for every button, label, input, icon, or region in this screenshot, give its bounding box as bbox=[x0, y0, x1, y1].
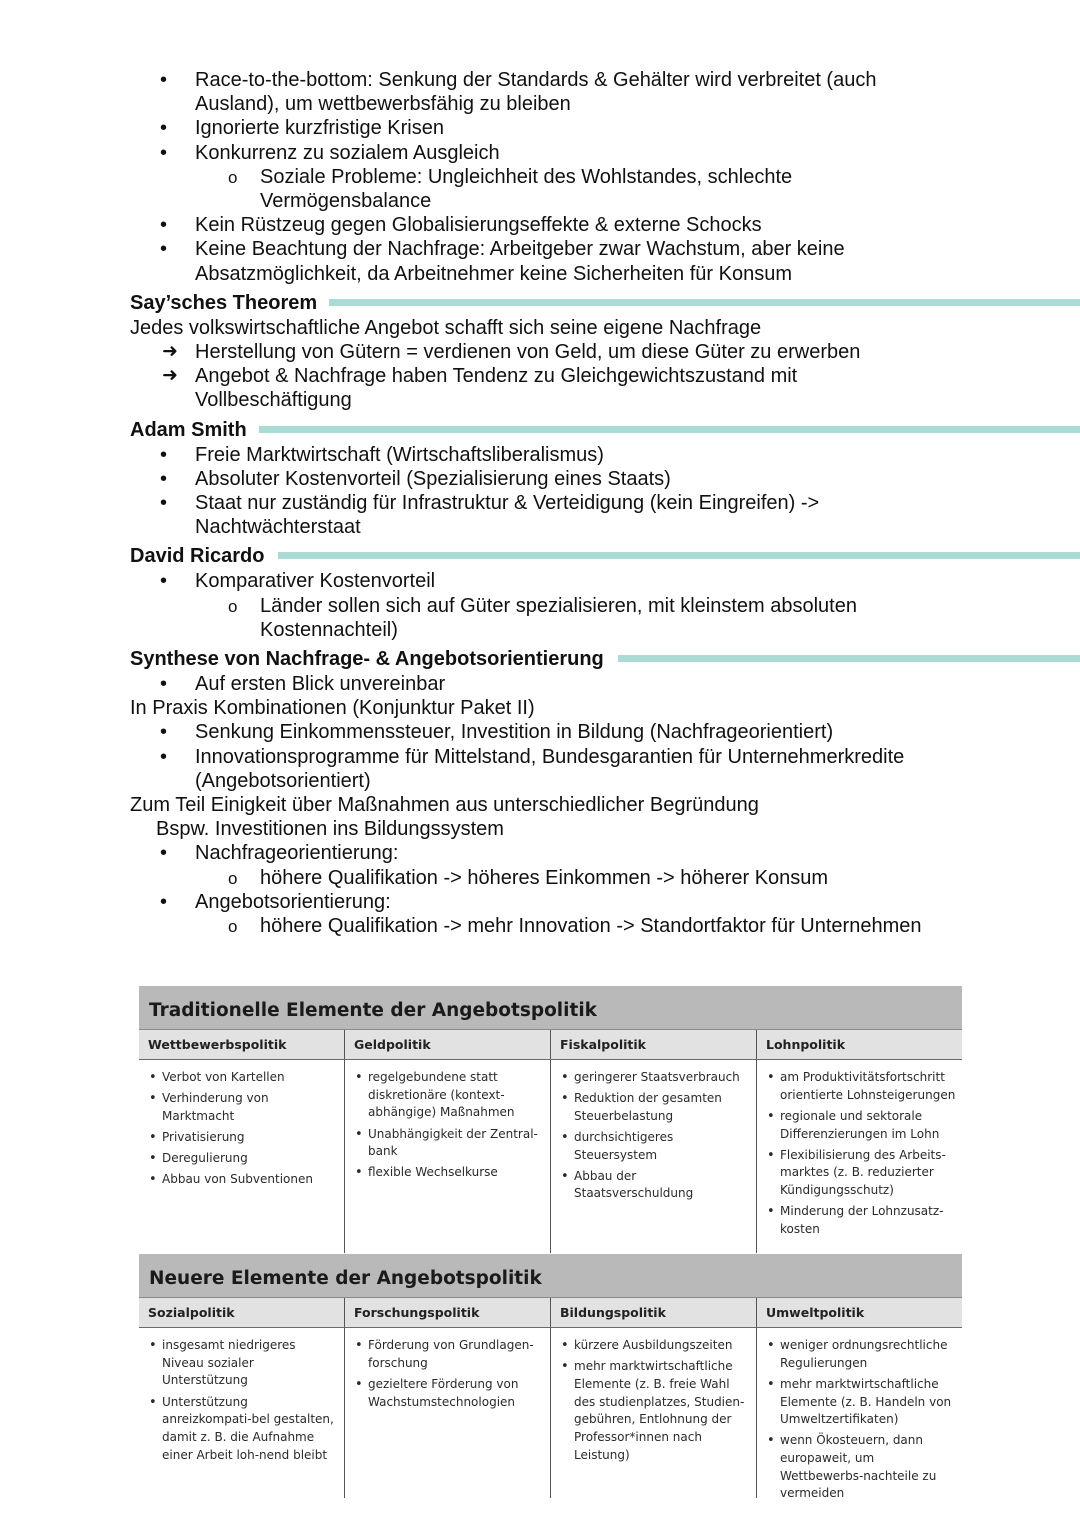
bullet-unvereinbar: • Auf ersten Blick unvereinbar bbox=[130, 672, 1080, 696]
list-item: • regelgebundene statt diskretionäre (kontext-abhängige) Maßnahmen bbox=[355, 1069, 544, 1122]
list-item: • insgesamt niedrigeres Niveau sozialer Unterstützung bbox=[149, 1337, 338, 1390]
teil-text: Zum Teil Einigkeit über Maßnahmen aus unterschiedlicher Begründung bbox=[130, 794, 759, 817]
list-item: • Minderung der Lohnzusatz-kosten bbox=[767, 1203, 956, 1238]
list-item: • Verbot von Kartellen bbox=[149, 1069, 338, 1087]
table-column bbox=[550, 1060, 756, 1253]
praxis-text: In Praxis Kombinationen (Konjunktur Paket II) bbox=[130, 697, 535, 720]
list-item: • Unterstützung anreizkompati-bel gestalten, damit z. B. die Aufnahme einer Arbeit loh-nend bleibt bbox=[149, 1394, 338, 1465]
sub-bullet-angebot-kette: o höhere Qualifikation -> mehr Innovation -> Standortfaktor für Unternehmen bbox=[130, 914, 1080, 938]
table-column bbox=[550, 1328, 756, 1498]
column-header: Fiskalpolitik bbox=[550, 1030, 756, 1059]
table-header-row bbox=[139, 1029, 962, 1060]
bullet-krisen: • Ignorierte kurzfristige Krisen bbox=[130, 116, 1080, 140]
column-header: Forschungspolitik bbox=[344, 1298, 550, 1327]
list-item: • Reduktion der gesamten Steuerbelastung bbox=[561, 1090, 750, 1125]
bullet-race-to-bottom: • Race-to-the-bottom: Senkung der Standards & Gehälter wird verbreitet (auch bbox=[130, 68, 1080, 92]
list-item: • Abbau der Staatsverschuldung bbox=[561, 1168, 750, 1203]
list-item: • durchsichtigeres Steuersystem bbox=[561, 1129, 750, 1164]
table-column bbox=[139, 1328, 344, 1498]
table-body bbox=[139, 1060, 962, 1253]
sub-bullet-soziale-probleme-cont: Vermögensbalance bbox=[260, 190, 432, 213]
list-item: • am Produktivitätsfortschritt orientierte Lohnsteigerungen bbox=[767, 1069, 956, 1104]
table-column bbox=[344, 1328, 550, 1498]
bullet-staat-cont: Nachtwächterstaat bbox=[195, 516, 361, 539]
bullet-nachfrageorientierung: • Nachfrageorientierung: bbox=[130, 841, 1080, 865]
say-text: Jedes volkswirtschaftliche Angebot schafft sich seine eigene Nachfrage bbox=[130, 316, 762, 339]
list-item: • Unabhängigkeit der Zentral-bank bbox=[355, 1126, 544, 1161]
bullet-marktwirtschaft: • Freie Marktwirtschaft (Wirtschaftsliberalismus) bbox=[130, 443, 1080, 467]
table-column bbox=[756, 1060, 962, 1253]
list-item: • mehr marktwirtschaftliche Elemente (z. B. Handeln von Umweltzertifikaten) bbox=[767, 1376, 956, 1429]
bullet-innovationsprogramme: • Innovationsprogramme für Mittelstand, Bundesgarantien für Unternehmerkredite bbox=[130, 745, 1080, 769]
table-column bbox=[139, 1060, 344, 1253]
table-column bbox=[344, 1060, 550, 1253]
arrow-item-gleichgewicht: ➜ Angebot & Nachfrage haben Tendenz zu Gleichgewichtszustand mit bbox=[130, 364, 1080, 388]
list-item: • Flexibilisierung des Arbeits-marktes (z. B. reduzierter Kündigungsschutz) bbox=[767, 1147, 956, 1200]
notes-text bbox=[130, 68, 1080, 938]
table-body bbox=[139, 1328, 962, 1501]
table-title: Neuere Elemente der Angebotspolitik bbox=[139, 1254, 962, 1297]
table-title: Traditionelle Elemente der Angebotspolitik bbox=[139, 986, 962, 1029]
list-item: • Abbau von Subventionen bbox=[149, 1171, 338, 1189]
bullet-innovationsprogramme-cont: (Angebotsorientiert) bbox=[195, 769, 371, 792]
list-item: • Förderung von Grundlagen-forschung bbox=[355, 1337, 544, 1372]
bullet-angebotsorientierung: • Angebotsorientierung: bbox=[130, 890, 1080, 914]
column-header: Bildungspolitik bbox=[550, 1298, 756, 1327]
bullet-nachfrage: • Keine Beachtung der Nachfrage: Arbeitgeber zwar Wachstum, aber keine bbox=[130, 237, 1080, 261]
list-item: • weniger ordnungsrechtliche Regulierungen bbox=[767, 1337, 956, 1372]
list-item: • regionale und sektorale Differenzierungen im Lohn bbox=[767, 1108, 956, 1143]
sub-bullet-soziale-probleme: o Soziale Probleme: Ungleichheit des Wohlstandes, schlechte bbox=[130, 165, 1080, 189]
bullet-einkommenssteuer: • Senkung Einkommenssteuer, Investition in Bildung (Nachfrageorientiert) bbox=[130, 720, 1080, 744]
table-column bbox=[756, 1328, 962, 1501]
section-heading-smith: Adam Smith bbox=[130, 417, 1080, 443]
bspw-text: Bspw. Investitionen ins Bildungssystem bbox=[156, 818, 504, 841]
column-header: Geldpolitik bbox=[344, 1030, 550, 1059]
table-traditionelle-elemente bbox=[139, 986, 962, 1253]
list-item: • wenn Ökosteuern, dann europaweit, um Wettbewerbs-nachteile zu vermeiden bbox=[767, 1432, 956, 1503]
list-item: • Deregulierung bbox=[149, 1150, 338, 1168]
section-heading-ricardo: David Ricardo bbox=[130, 543, 1080, 569]
bullet-komparativ: • Komparativer Kostenvorteil bbox=[130, 569, 1080, 593]
bullet-konkurrenz: • Konkurrenz zu sozialem Ausgleich bbox=[130, 141, 1080, 165]
bullet-race-to-bottom-cont: Ausland), um wettbewerbsfähig zu bleiben bbox=[195, 93, 571, 116]
bullet-ruestzeug: • Kein Rüstzeug gegen Globalisierungseffekte & externe Schocks bbox=[130, 213, 1080, 237]
table-neuere-elemente bbox=[139, 1254, 962, 1501]
sub-bullet-laender-cont: Kostennachteil) bbox=[260, 618, 398, 641]
list-item: • Privatisierung bbox=[149, 1129, 338, 1147]
list-item: • gezieltere Förderung von Wachstumstechnologien bbox=[355, 1376, 544, 1411]
sub-bullet-nachfrage-kette: o höhere Qualifikation -> höheres Einkommen -> höherer Konsum bbox=[130, 866, 1080, 890]
list-item: • Verhinderung von Marktmacht bbox=[149, 1090, 338, 1125]
arrow-item-herstellung: ➜ Herstellung von Gütern = verdienen von Geld, um diese Güter zu erwerben bbox=[130, 340, 1080, 364]
sub-bullet-laender: o Länder sollen sich auf Güter spezialisieren, mit kleinstem absoluten bbox=[130, 594, 1080, 618]
list-item: • kürzere Ausbildungszeiten bbox=[561, 1337, 750, 1355]
bullet-nachfrage-cont: Absatzmöglichkeit, da Arbeitnehmer keine Sicherheiten für Konsum bbox=[195, 262, 792, 285]
bullet-staat: • Staat nur zuständig für Infrastruktur & Verteidigung (kein Eingreifen) -> bbox=[130, 491, 1080, 515]
bullet-kostenvorteil: • Absoluter Kostenvorteil (Spezialisierung eines Staats) bbox=[130, 467, 1080, 491]
arrow-item-gleichgewicht-cont: Vollbeschäftigung bbox=[195, 389, 352, 412]
section-heading-say: Say’sches Theorem bbox=[130, 290, 1080, 316]
column-header: Sozialpolitik bbox=[148, 1305, 235, 1320]
table-header-row bbox=[139, 1297, 962, 1328]
column-header: Lohnpolitik bbox=[756, 1030, 962, 1059]
list-item: • geringerer Staatsverbrauch bbox=[561, 1069, 750, 1087]
list-item: • flexible Wechselkurse bbox=[355, 1164, 544, 1182]
column-header: Wettbewerbspolitik bbox=[148, 1037, 287, 1052]
column-header: Umweltpolitik bbox=[756, 1298, 962, 1327]
list-item: • mehr marktwirtschaftliche Elemente (z. B. freie Wahl des studienplatzes, Studien-gebühren, Entlohnung der Professor*innen nach Leistung) bbox=[561, 1358, 750, 1464]
section-heading-synthese: Synthese von Nachfrage- & Angebotsorientierung bbox=[130, 646, 1080, 672]
